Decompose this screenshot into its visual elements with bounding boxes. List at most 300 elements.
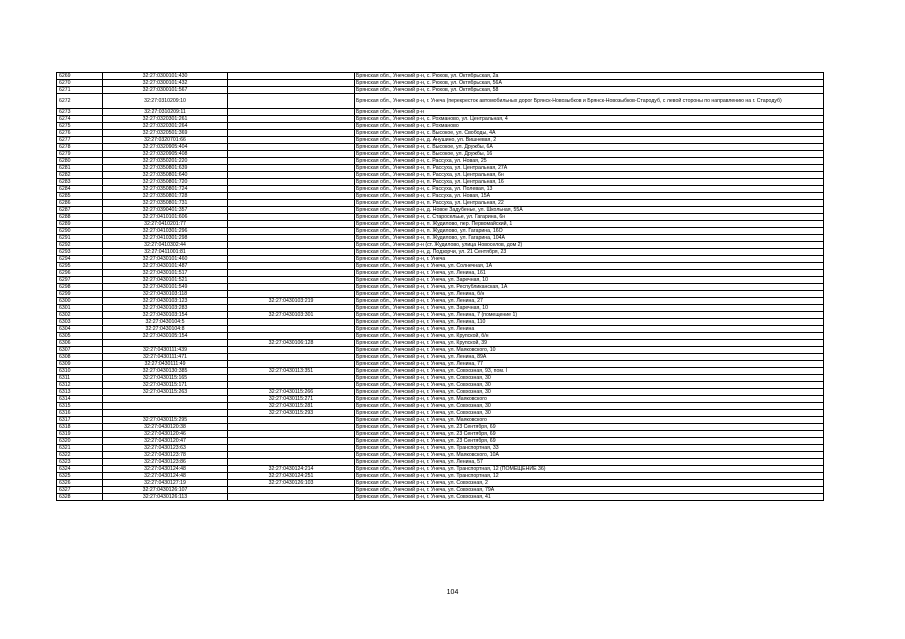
table-row bbox=[57, 144, 824, 151]
row-number-cell: 6285 bbox=[57, 193, 103, 200]
address-cell: Брянская обл., Унечский р-н, с. Высокое, ул. Дружбы, 6А bbox=[355, 144, 824, 151]
address-cell: Брянская обл., Унечский р-н, п. Жудилово, ул. Гагарина, 16О bbox=[355, 228, 824, 235]
table-row bbox=[57, 94, 824, 109]
address-cell: Брянская обл., Унечский р-н, п. Жудилово, пер. Первомайский, 1 bbox=[355, 221, 824, 228]
related-cadastral-number-cell bbox=[228, 109, 355, 116]
table-row bbox=[57, 312, 824, 319]
address-cell: Брянская обл., Унечский р-н, с. Высокое, ул. Дружбы, 16 bbox=[355, 151, 824, 158]
related-cadastral-number-cell bbox=[228, 214, 355, 221]
table-row bbox=[57, 249, 824, 256]
related-cadastral-number-cell bbox=[228, 431, 355, 438]
row-number-cell: 6323 bbox=[57, 459, 103, 466]
address-cell: Брянская обл., Унечский р-н, п. Рассуха, ул. Центральная, 16 bbox=[355, 179, 824, 186]
related-cadastral-number-cell bbox=[228, 256, 355, 263]
table-row bbox=[57, 473, 824, 480]
related-cadastral-number-cell: 32:27:0430124:251 bbox=[228, 473, 355, 480]
related-cadastral-number-cell bbox=[228, 487, 355, 494]
table-row bbox=[57, 193, 824, 200]
table-row bbox=[57, 368, 824, 375]
cadastral-number-cell: 32:27:0430111:49 bbox=[103, 361, 228, 368]
table-row bbox=[57, 333, 824, 340]
row-number-cell: 6279 bbox=[57, 151, 103, 158]
cadastral-number-cell: 32:27:0430103:283 bbox=[103, 305, 228, 312]
registry-table-body bbox=[57, 73, 824, 501]
table-row bbox=[57, 179, 824, 186]
cadastral-number-cell: 32:27:0350801:724 bbox=[103, 186, 228, 193]
cadastral-number-cell: 32:27:0350201:220 bbox=[103, 158, 228, 165]
address-cell: Брянская обл., Унечский р-н, г. Унеча, ул. 23 Сентября, 69 bbox=[355, 424, 824, 431]
row-number-cell: 6322 bbox=[57, 452, 103, 459]
table-row bbox=[57, 326, 824, 333]
row-number-cell: 6292 bbox=[57, 242, 103, 249]
address-cell: Брянская обл., Унечский р-н, г. Унеча, ул. Ленина, 27 bbox=[355, 298, 824, 305]
address-cell: Брянская обл., Унечский р-н, с. Рохманово bbox=[355, 123, 824, 130]
table-row bbox=[57, 305, 824, 312]
address-cell: Брянская обл., Унечский р-н, п. Жудилово, ул. Гагарина, 104А bbox=[355, 235, 824, 242]
cadastral-number-cell: 32:27:0430124:48 bbox=[103, 466, 228, 473]
table-row bbox=[57, 73, 824, 80]
row-number-cell: 6299 bbox=[57, 291, 103, 298]
cadastral-number-cell: 32:27:0430103:154 bbox=[103, 312, 228, 319]
cadastral-number-cell: 32:27:0300101:432 bbox=[103, 80, 228, 87]
related-cadastral-number-cell bbox=[228, 207, 355, 214]
address-cell: Брянская обл., Унечский р-н, с. Рюхов, ул. Октябрьская, 2а bbox=[355, 73, 824, 80]
row-number-cell: 6272 bbox=[57, 94, 103, 109]
cadastral-number-cell: 32:27:0350801:720 bbox=[103, 179, 228, 186]
row-number-cell: 6321 bbox=[57, 445, 103, 452]
row-number-cell: 6269 bbox=[57, 73, 103, 80]
address-cell: Брянская обл., Унечский р-н, г. Унеча, ул. Совхозная, 30 bbox=[355, 382, 824, 389]
address-cell: Брянская обл., Унечский р-н bbox=[355, 109, 824, 116]
cadastral-number-cell: 32:27:0350801:640 bbox=[103, 172, 228, 179]
row-number-cell: 6315 bbox=[57, 403, 103, 410]
address-cell: Брянская обл., Унечский р-н, г. Унеча, ул. Солнечная, 1А bbox=[355, 263, 824, 270]
row-number-cell: 6326 bbox=[57, 480, 103, 487]
cadastral-number-cell: 32:27:0430101:487 bbox=[103, 263, 228, 270]
table-row bbox=[57, 445, 824, 452]
address-cell: Брянская обл., Унечский р-н, г. Унеча, ул. Маяковского, 10А bbox=[355, 452, 824, 459]
related-cadastral-number-cell bbox=[228, 165, 355, 172]
address-cell: Брянская обл., Унечский р-н, п. Рассуха, ул. Центральная, 22 bbox=[355, 200, 824, 207]
cadastral-number-cell: 32:27:0411001:81 bbox=[103, 249, 228, 256]
table-row bbox=[57, 221, 824, 228]
related-cadastral-number-cell: 32:27:0430115:271 bbox=[228, 396, 355, 403]
address-cell: Брянская обл., Унечский р-н, г. Унеча, ул. Транспортная, 12 bbox=[355, 473, 824, 480]
cadastral-number-cell: 32:27:0430111:471 bbox=[103, 354, 228, 361]
related-cadastral-number-cell bbox=[228, 116, 355, 123]
table-row bbox=[57, 438, 824, 445]
related-cadastral-number-cell bbox=[228, 291, 355, 298]
related-cadastral-number-cell bbox=[228, 249, 355, 256]
table-row bbox=[57, 277, 824, 284]
cadastral-number-cell: 32:27:0430123:63 bbox=[103, 445, 228, 452]
row-number-cell: 6316 bbox=[57, 410, 103, 417]
address-cell: Брянская обл., Унечский р-н, г. Унеча, ул. Ленина, 110 bbox=[355, 319, 824, 326]
row-number-cell: 6296 bbox=[57, 270, 103, 277]
cadastral-number-cell: 32:27:0410301:296 bbox=[103, 228, 228, 235]
table-row bbox=[57, 410, 824, 417]
row-number-cell: 6278 bbox=[57, 144, 103, 151]
related-cadastral-number-cell bbox=[228, 333, 355, 340]
table-row bbox=[57, 123, 824, 130]
address-cell: Брянская обл., Унечский р-н, г. Унеча, ул. 23 Сентября, 69 bbox=[355, 431, 824, 438]
address-cell: Брянская обл., Унечский р-н, г. Унеча, ул. Совхозная, 93, пом. I bbox=[355, 368, 824, 375]
cadastral-number-cell: 32:27:0430111:439 bbox=[103, 347, 228, 354]
row-number-cell: 6290 bbox=[57, 228, 103, 235]
address-cell: Брянская обл., Унечский р-н, г. Унеча, ул. Ленина, б/н bbox=[355, 291, 824, 298]
row-number-cell: 6312 bbox=[57, 382, 103, 389]
row-number-cell: 6271 bbox=[57, 87, 103, 94]
related-cadastral-number-cell bbox=[228, 73, 355, 80]
cadastral-number-cell: 32:27:0320301:264 bbox=[103, 123, 228, 130]
row-number-cell: 6295 bbox=[57, 263, 103, 270]
related-cadastral-number-cell: 32:27:0430103:301 bbox=[228, 312, 355, 319]
row-number-cell: 6294 bbox=[57, 256, 103, 263]
related-cadastral-number-cell bbox=[228, 221, 355, 228]
cadastral-number-cell: 32:27:0430103:123 bbox=[103, 298, 228, 305]
table-row bbox=[57, 347, 824, 354]
row-number-cell: 6274 bbox=[57, 116, 103, 123]
table-row bbox=[57, 431, 824, 438]
address-cell: Брянская обл., Унечский р-н, г. Унеча, ул. Транспортная, 12 (ПОМЕЩЕНИЕ 36) bbox=[355, 466, 824, 473]
address-cell: Брянская обл., Унечский р-н, г. Унеча, ул. Заречная, 10 bbox=[355, 277, 824, 284]
row-number-cell: 6297 bbox=[57, 277, 103, 284]
cadastral-number-cell: 32:27:0300101:567 bbox=[103, 87, 228, 94]
related-cadastral-number-cell bbox=[228, 80, 355, 87]
related-cadastral-number-cell bbox=[228, 200, 355, 207]
related-cadastral-number-cell bbox=[228, 179, 355, 186]
cadastral-number-cell: 32:27:0410302:44 bbox=[103, 242, 228, 249]
cadastral-number-cell: 32:27:0430123:86 bbox=[103, 459, 228, 466]
address-cell: Брянская обл., Унечский р-н, г. Унеча, ул. Совхозная, 41 bbox=[355, 494, 824, 501]
row-number-cell: 6305 bbox=[57, 333, 103, 340]
table-row bbox=[57, 151, 824, 158]
row-number-cell: 6273 bbox=[57, 109, 103, 116]
table-row bbox=[57, 466, 824, 473]
related-cadastral-number-cell bbox=[228, 361, 355, 368]
related-cadastral-number-cell: 32:27:0430126:103 bbox=[228, 480, 355, 487]
table-row bbox=[57, 452, 824, 459]
cadastral-number-cell: 32:27:0320905:404 bbox=[103, 144, 228, 151]
address-cell: Брянская обл., Унечский р-н, с. Рохманово, ул. Центральная, 4 bbox=[355, 116, 824, 123]
related-cadastral-number-cell bbox=[228, 284, 355, 291]
cadastral-number-cell: 32:27:0430127:19 bbox=[103, 480, 228, 487]
address-cell: Брянская обл., Унечский р-н, г. Унеча, ул. Маяковского bbox=[355, 417, 824, 424]
related-cadastral-number-cell bbox=[228, 417, 355, 424]
cadastral-number-cell: 32:27:0390401:357 bbox=[103, 207, 228, 214]
related-cadastral-number-cell bbox=[228, 263, 355, 270]
table-row bbox=[57, 80, 824, 87]
row-number-cell: 6304 bbox=[57, 326, 103, 333]
cadastral-number-cell: 32:27:0410201:77 bbox=[103, 221, 228, 228]
table-row bbox=[57, 186, 824, 193]
address-cell: Брянская обл., Унечский р-н, с. Старосельье, ул. Гагарина, 6н bbox=[355, 214, 824, 221]
related-cadastral-number-cell: 32:27:0430115:293 bbox=[228, 410, 355, 417]
row-number-cell: 6300 bbox=[57, 298, 103, 305]
address-cell: Брянская обл., Унечский р-н, г. Унеча, ул. Совхозная, 79А bbox=[355, 487, 824, 494]
cadastral-number-cell: 32:27:0430101:549 bbox=[103, 284, 228, 291]
table-row bbox=[57, 375, 824, 382]
address-cell: Брянская обл., Унечский р-н, г. Унеча, ул. Совхозная, 2 bbox=[355, 480, 824, 487]
address-cell: Брянская обл., Унечский р-н, г. Унеча, ул. Совхозная, 30 bbox=[355, 403, 824, 410]
table-row bbox=[57, 256, 824, 263]
table-row bbox=[57, 389, 824, 396]
row-number-cell: 6327 bbox=[57, 487, 103, 494]
cadastral-number-cell: 32:27:0430101:521 bbox=[103, 277, 228, 284]
page-number: 104 bbox=[446, 589, 459, 596]
row-number-cell: 6325 bbox=[57, 473, 103, 480]
row-number-cell: 6287 bbox=[57, 207, 103, 214]
cadastral-number-cell: 32:27:0430130:385 bbox=[103, 368, 228, 375]
cadastral-number-cell: 32:27:0430104:5 bbox=[103, 319, 228, 326]
address-cell: Брянская обл., Унечский р-н, п. Рассуха, ул. Центральная, 6н bbox=[355, 172, 824, 179]
row-number-cell: 6310 bbox=[57, 368, 103, 375]
table-row bbox=[57, 137, 824, 144]
address-cell: Брянская обл., Унечский р-н, г. Унеча, ул. Маяковского, 10 bbox=[355, 347, 824, 354]
cadastral-number-cell: 32:27:0320501:369 bbox=[103, 130, 228, 137]
table-row bbox=[57, 228, 824, 235]
related-cadastral-number-cell bbox=[228, 144, 355, 151]
table-row bbox=[57, 263, 824, 270]
address-cell: Брянская обл., Унечский р-н, с. Рассуха, ул. Новая, 25 bbox=[355, 158, 824, 165]
address-cell: Брянская обл., Унечский р-н, д. Анушино, ул. Вишневая, 2 bbox=[355, 137, 824, 144]
address-cell: Брянская обл., Унечский р-н, г. Унеча, ул. Республиканская, 1А bbox=[355, 284, 824, 291]
cadastral-number-cell: 32:27:0300101:430 bbox=[103, 73, 228, 80]
cadastral-number-cell: 32:27:0350801:731 bbox=[103, 200, 228, 207]
row-number-cell: 6291 bbox=[57, 235, 103, 242]
related-cadastral-number-cell bbox=[228, 235, 355, 242]
cadastral-number-cell: 32:27:0430115:295 bbox=[103, 417, 228, 424]
table-row bbox=[57, 87, 824, 94]
row-number-cell: 6270 bbox=[57, 80, 103, 87]
row-number-cell: 6317 bbox=[57, 417, 103, 424]
related-cadastral-number-cell bbox=[228, 242, 355, 249]
related-cadastral-number-cell: 32:27:0430124:214 bbox=[228, 466, 355, 473]
address-cell: Брянская обл., Унечский р-н, г. Унеча, ул. Транспортная, 33 bbox=[355, 445, 824, 452]
cadastral-number-cell: 32:27:0430120:47 bbox=[103, 438, 228, 445]
row-number-cell: 6277 bbox=[57, 137, 103, 144]
table-row bbox=[57, 165, 824, 172]
table-row bbox=[57, 340, 824, 347]
related-cadastral-number-cell bbox=[228, 494, 355, 501]
cadastral-number-cell: 32:27:0320701:66 bbox=[103, 137, 228, 144]
address-cell: Брянская обл., Унечский р-н, г. Унеча, ул. Крупской, 39 bbox=[355, 340, 824, 347]
address-cell: Брянская обл., Унечский р-н, г. Унеча, ул. Ленина bbox=[355, 326, 824, 333]
related-cadastral-number-cell bbox=[228, 151, 355, 158]
related-cadastral-number-cell: 32:27:0430115:281 bbox=[228, 403, 355, 410]
address-cell: Брянская обл., Унечский р-н, д. Новое Задубенье, ул. Школьная, 55А bbox=[355, 207, 824, 214]
table-row bbox=[57, 319, 824, 326]
related-cadastral-number-cell bbox=[228, 172, 355, 179]
address-cell: Брянская обл., Унечский р-н, г. Унеча bbox=[355, 256, 824, 263]
table-row bbox=[57, 396, 824, 403]
table-row bbox=[57, 424, 824, 431]
row-number-cell: 6313 bbox=[57, 389, 103, 396]
table-row bbox=[57, 130, 824, 137]
cadastral-number-cell: 32:27:0430115:165 bbox=[103, 375, 228, 382]
address-cell: Брянская обл., Унечский р-н, д. Подзорчи, ул. 21 Сентября, 23 bbox=[355, 249, 824, 256]
cadastral-number-cell: 32:27:0430123:78 bbox=[103, 452, 228, 459]
cadastral-number-cell: 32:27:0430103:118 bbox=[103, 291, 228, 298]
row-number-cell: 6328 bbox=[57, 494, 103, 501]
related-cadastral-number-cell bbox=[228, 347, 355, 354]
cadastral-number-cell: 32:27:0430126:107 bbox=[103, 487, 228, 494]
related-cadastral-number-cell bbox=[228, 270, 355, 277]
related-cadastral-number-cell bbox=[228, 130, 355, 137]
address-cell: Брянская обл., Унечский р-н, с. Высокое, ул. Свободы, 4А bbox=[355, 130, 824, 137]
row-number-cell: 6318 bbox=[57, 424, 103, 431]
table-row bbox=[57, 494, 824, 501]
cadastral-number-cell: 32:27:0320905:408 bbox=[103, 151, 228, 158]
address-cell: Брянская обл., Унечский р-н, г. Унеча, ул. Совхозная, 30 bbox=[355, 375, 824, 382]
related-cadastral-number-cell bbox=[228, 445, 355, 452]
related-cadastral-number-cell bbox=[228, 305, 355, 312]
row-number-cell: 6302 bbox=[57, 312, 103, 319]
row-number-cell: 6306 bbox=[57, 340, 103, 347]
row-number-cell: 6309 bbox=[57, 361, 103, 368]
related-cadastral-number-cell bbox=[228, 424, 355, 431]
row-number-cell: 6307 bbox=[57, 347, 103, 354]
cadastral-number-cell: 32:27:0430115:171 bbox=[103, 382, 228, 389]
related-cadastral-number-cell bbox=[228, 94, 355, 109]
row-number-cell: 6275 bbox=[57, 123, 103, 130]
related-cadastral-number-cell bbox=[228, 123, 355, 130]
address-cell: Брянская обл., Унечский р-н, п. Рассуха, ул. Центральная, 27А bbox=[355, 165, 824, 172]
table-row bbox=[57, 284, 824, 291]
row-number-cell: 6320 bbox=[57, 438, 103, 445]
related-cadastral-number-cell bbox=[228, 186, 355, 193]
related-cadastral-number-cell bbox=[228, 459, 355, 466]
table-row bbox=[57, 291, 824, 298]
address-cell: Брянская обл., Унечский р-н, г. Унеча, ул. Ленина, 77 bbox=[355, 361, 824, 368]
address-cell: Брянская обл., Унечский р-н, г. Унеча, ул. Крупской, б/н bbox=[355, 333, 824, 340]
cadastral-number-cell: 32:27:0430105:154 bbox=[103, 333, 228, 340]
related-cadastral-number-cell: 32:27:0430106:128 bbox=[228, 340, 355, 347]
row-number-cell: 6276 bbox=[57, 130, 103, 137]
address-cell: Брянская обл., Унечский р-н, г. Унеча, ул. Маяковского bbox=[355, 396, 824, 403]
related-cadastral-number-cell: 32:27:0430103:219 bbox=[228, 298, 355, 305]
cadastral-number-cell bbox=[103, 340, 228, 347]
cadastral-number-cell: 32:27:0350801:728 bbox=[103, 193, 228, 200]
registry-table bbox=[56, 72, 824, 501]
table-row bbox=[57, 214, 824, 221]
cadastral-number-cell: 32:27:0410101:606 bbox=[103, 214, 228, 221]
table-row bbox=[57, 361, 824, 368]
related-cadastral-number-cell bbox=[228, 382, 355, 389]
related-cadastral-number-cell: 32:27:0430115:266 bbox=[228, 389, 355, 396]
related-cadastral-number-cell bbox=[228, 438, 355, 445]
row-number-cell: 6280 bbox=[57, 158, 103, 165]
address-cell: Брянская обл., Унечский р-н, г. Унеча, ул. Ленина, 7 (помещение 1) bbox=[355, 312, 824, 319]
cadastral-number-cell: 32:27:0410301:298 bbox=[103, 235, 228, 242]
cadastral-number-cell: 32:27:0430104:8 bbox=[103, 326, 228, 333]
address-cell: Брянская обл., Унечский р-н, г. Унеча, ул. Ленина, 161 bbox=[355, 270, 824, 277]
cadastral-number-cell: 32:27:0430101:460 bbox=[103, 256, 228, 263]
related-cadastral-number-cell bbox=[228, 158, 355, 165]
row-number-cell: 6286 bbox=[57, 200, 103, 207]
cadastral-number-cell: 32:27:0430120:46 bbox=[103, 431, 228, 438]
related-cadastral-number-cell bbox=[228, 228, 355, 235]
cadastral-number-cell: 32:27:0430101:517 bbox=[103, 270, 228, 277]
table-row bbox=[57, 158, 824, 165]
table-row bbox=[57, 382, 824, 389]
address-cell: Брянская обл., Унечский р-н, г. Унеча, ул. 23 Сентября, 69 bbox=[355, 438, 824, 445]
row-number-cell: 6293 bbox=[57, 249, 103, 256]
row-number-cell: 6308 bbox=[57, 354, 103, 361]
address-cell: Брянская обл., Унечский р-н, г. Унеча, ул. Совхозная, 30 bbox=[355, 389, 824, 396]
cadastral-number-cell: 32:27:0350801:639 bbox=[103, 165, 228, 172]
row-number-cell: 6288 bbox=[57, 214, 103, 221]
table-row bbox=[57, 403, 824, 410]
address-cell: Брянская обл., Унечский р-н, г. Унеча, ул. Ленина, 57 bbox=[355, 459, 824, 466]
related-cadastral-number-cell bbox=[228, 277, 355, 284]
table-row bbox=[57, 417, 824, 424]
cadastral-number-cell bbox=[103, 403, 228, 410]
related-cadastral-number-cell bbox=[228, 87, 355, 94]
row-number-cell: 6303 bbox=[57, 319, 103, 326]
related-cadastral-number-cell bbox=[228, 193, 355, 200]
table-row bbox=[57, 459, 824, 466]
row-number-cell: 6289 bbox=[57, 221, 103, 228]
related-cadastral-number-cell bbox=[228, 137, 355, 144]
table-row bbox=[57, 242, 824, 249]
table-row bbox=[57, 298, 824, 305]
related-cadastral-number-cell bbox=[228, 326, 355, 333]
table-row bbox=[57, 354, 824, 361]
cadastral-number-cell bbox=[103, 396, 228, 403]
related-cadastral-number-cell bbox=[228, 354, 355, 361]
row-number-cell: 6282 bbox=[57, 172, 103, 179]
address-cell: Брянская обл., Унечский р-н, с. Рассуха, ул. Полевая, 13 bbox=[355, 186, 824, 193]
table-row bbox=[57, 235, 824, 242]
table-row bbox=[57, 487, 824, 494]
table-row bbox=[57, 480, 824, 487]
address-cell: Брянская обл., Унечский р-н, г. Унеча, ул. Заречная, 10 bbox=[355, 305, 824, 312]
address-cell: Брянская обл., Унечский р-н, г. Унеча, ул. Совхозная, 30 bbox=[355, 410, 824, 417]
table-row bbox=[57, 116, 824, 123]
related-cadastral-number-cell bbox=[228, 375, 355, 382]
address-cell: Брянская обл., Унечский р-н, с. Рассуха, ул. Новая, 15А bbox=[355, 193, 824, 200]
cadastral-number-cell: 32:27:0430115:263 bbox=[103, 389, 228, 396]
cadastral-number-cell: 32:27:0430126:113 bbox=[103, 494, 228, 501]
cadastral-number-cell bbox=[103, 410, 228, 417]
table-row bbox=[57, 200, 824, 207]
row-number-cell: 6283 bbox=[57, 179, 103, 186]
address-cell: Брянская обл., Унечский р-н, г. Унеча (перекресток автомобильных дорог Брянск-Новозыбков и Брянск-Новозыбков-Стародуб, с левой стороны по направлению на г. Стародуб) bbox=[355, 94, 824, 109]
table-row bbox=[57, 207, 824, 214]
cadastral-number-cell: 32:27:0310209:10 bbox=[103, 94, 228, 109]
table-row bbox=[57, 172, 824, 179]
row-number-cell: 6281 bbox=[57, 165, 103, 172]
address-cell: Брянская обл., Унечский р-н, с. Рюхов, ул. Октябрьская, 56А bbox=[355, 80, 824, 87]
row-number-cell: 6301 bbox=[57, 305, 103, 312]
cadastral-number-cell: 32:27:0430120:38 bbox=[103, 424, 228, 431]
address-cell: Брянская обл., Унечский р-н, с. Рюхов, ул. Октябрьская, 58 bbox=[355, 87, 824, 94]
related-cadastral-number-cell bbox=[228, 452, 355, 459]
row-number-cell: 6284 bbox=[57, 186, 103, 193]
row-number-cell: 6298 bbox=[57, 284, 103, 291]
address-cell: Брянская обл., Унечский р-н (ст. Жудилово, улица Новоселов, дом 2) bbox=[355, 242, 824, 249]
table-row bbox=[57, 270, 824, 277]
row-number-cell: 6314 bbox=[57, 396, 103, 403]
cadastral-number-cell: 32:27:0320301:261 bbox=[103, 116, 228, 123]
related-cadastral-number-cell bbox=[228, 319, 355, 326]
cadastral-number-cell: 32:27:0310209:11 bbox=[103, 109, 228, 116]
table-row bbox=[57, 109, 824, 116]
row-number-cell: 6324 bbox=[57, 466, 103, 473]
related-cadastral-number-cell: 32:27:0430113:351 bbox=[228, 368, 355, 375]
row-number-cell: 6311 bbox=[57, 375, 103, 382]
